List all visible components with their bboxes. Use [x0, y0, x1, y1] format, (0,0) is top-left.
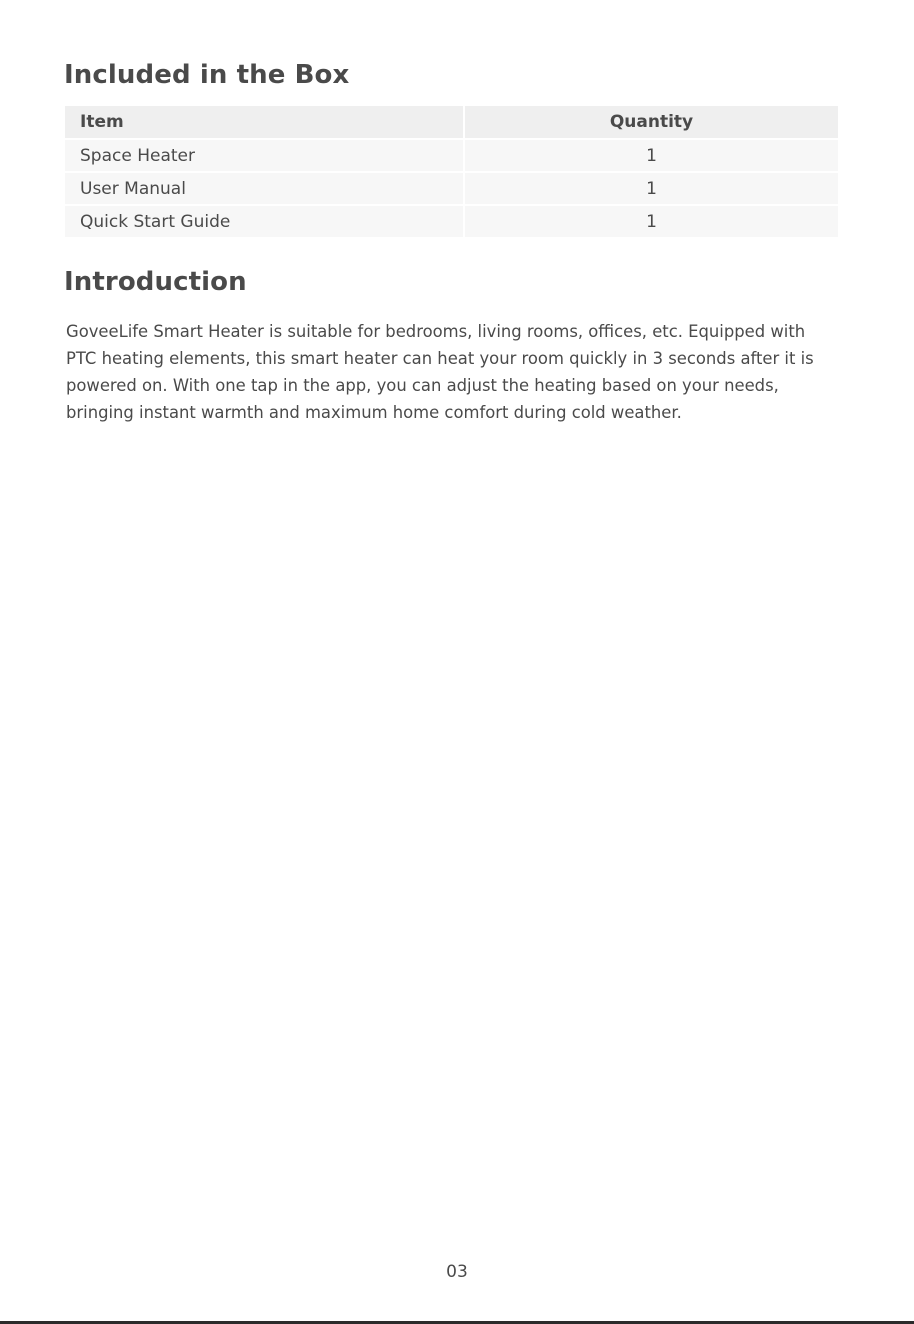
included-in-box-heading: Included in the Box	[64, 60, 350, 90]
column-header-quantity: Quantity	[465, 106, 838, 140]
item-name-cell: Quick Start Guide	[65, 206, 465, 239]
page-number: 03	[446, 1262, 468, 1282]
table-row	[65, 140, 838, 173]
introduction-heading: Introduction	[64, 267, 247, 297]
quantity-cell: 1	[465, 140, 838, 173]
table-header-row	[65, 106, 838, 140]
table-row	[65, 173, 838, 206]
table-row	[65, 206, 838, 239]
item-name-cell: Space Heater	[65, 140, 465, 173]
paragraph-line: GoveeLife Smart Heater is suitable for bedrooms, living rooms, offices, etc. Equipped with	[66, 322, 806, 341]
introduction-paragraph	[66, 318, 836, 426]
item-name-cell: User Manual	[65, 173, 465, 206]
quantity-cell: 1	[465, 206, 838, 239]
paragraph-line: powered on. With one tap in the app, you can adjust the heating based on your needs,	[66, 376, 779, 395]
quantity-cell: 1	[465, 173, 838, 206]
paragraph-line: PTC heating elements, this smart heater can heat your room quickly in 3 seconds after it is	[66, 349, 814, 368]
included-items-table	[65, 106, 838, 239]
paragraph-line: bringing instant warmth and maximum home comfort during cold weather.	[66, 403, 682, 422]
column-header-item: Item	[65, 106, 465, 140]
